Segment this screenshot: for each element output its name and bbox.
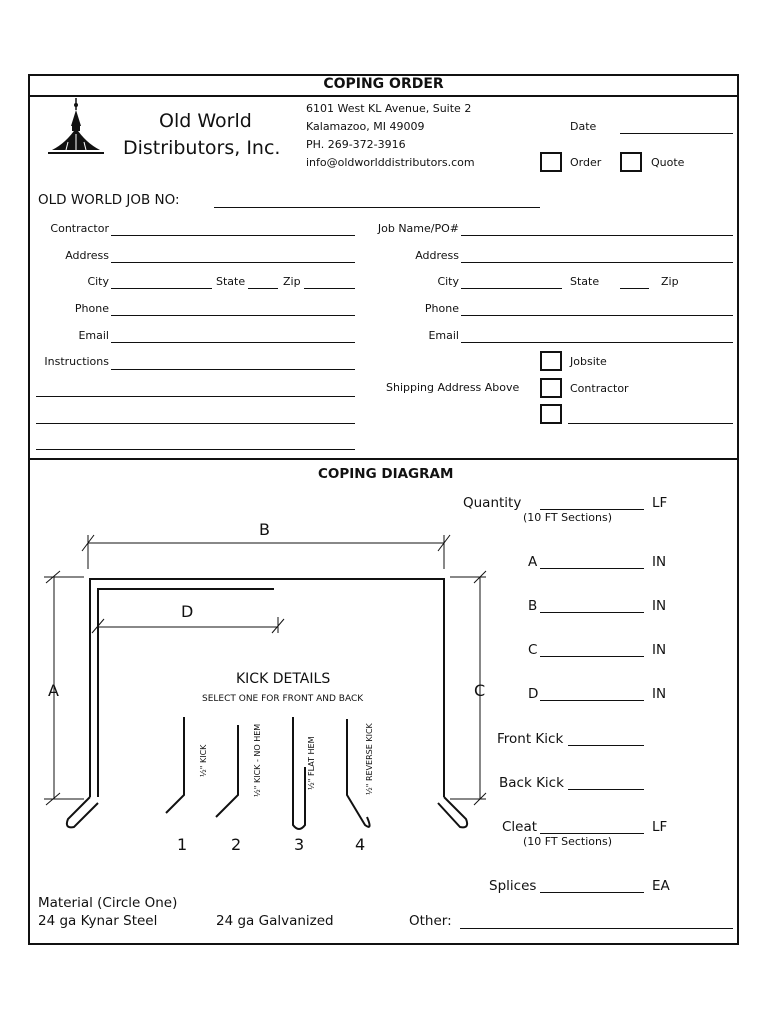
date-label: Date: [570, 120, 597, 133]
a-label: A: [528, 554, 538, 570]
city-field[interactable]: [111, 288, 212, 289]
zip-field[interactable]: [304, 288, 355, 289]
kick-number-1: 1: [177, 835, 188, 854]
shipping-label: Shipping Address Above: [386, 381, 520, 394]
city-label: City: [87, 275, 109, 288]
ship-address-label: Address: [415, 249, 459, 262]
job-name-label: Job Name/PO#: [377, 222, 459, 235]
email-field[interactable]: [111, 342, 355, 343]
kick2-label: ½" KICK - NO HEM: [253, 723, 262, 797]
contractor-checkbox[interactable]: [540, 378, 562, 398]
job-name-field[interactable]: [461, 235, 733, 236]
ship-city-field[interactable]: [461, 288, 562, 289]
cleat-note: (10 FT Sections): [523, 835, 613, 848]
kick-details-subtitle: SELECT ONE FOR FRONT AND BACK: [202, 694, 364, 704]
material-other-label: Other:: [409, 913, 452, 929]
a-field[interactable]: [540, 568, 644, 569]
quantity-field[interactable]: [540, 509, 644, 510]
company-phone: PH. 269-372-3916: [306, 138, 406, 151]
instructions-line-3[interactable]: [36, 423, 355, 424]
ship-phone-label: Phone: [424, 302, 459, 315]
cleat-field[interactable]: [540, 833, 644, 834]
cleat-unit: LF: [652, 819, 668, 835]
job-no-field[interactable]: [214, 207, 540, 208]
ship-state-field[interactable]: [620, 288, 649, 289]
email-label: Email: [78, 329, 109, 342]
label-a: A: [48, 681, 59, 700]
instructions-line-4[interactable]: [36, 449, 355, 450]
splices-unit: EA: [652, 878, 670, 894]
c-unit: IN: [652, 642, 667, 658]
state-field[interactable]: [248, 288, 278, 289]
form-title: COPING ORDER: [323, 76, 444, 92]
other-ship-field[interactable]: [568, 423, 733, 424]
quote-checkbox[interactable]: [620, 152, 642, 172]
address-field[interactable]: [111, 262, 355, 263]
b-label: B: [528, 598, 538, 614]
c-label: C: [528, 642, 538, 658]
splices-label: Splices: [489, 878, 537, 894]
order-label: Order: [570, 156, 602, 169]
other-ship-checkbox[interactable]: [540, 404, 562, 424]
logo-icon: [46, 98, 106, 156]
company-name-line1: Old World: [159, 110, 252, 132]
front-kick-field[interactable]: [568, 745, 644, 746]
d-label: D: [528, 686, 539, 702]
jobsite-checkbox[interactable]: [540, 351, 562, 371]
kick4-label: ½" REVERSE KICK: [365, 723, 374, 795]
ship-address-field[interactable]: [461, 262, 733, 263]
date-field[interactable]: [620, 133, 733, 134]
zip-label: Zip: [283, 275, 301, 288]
material-kynar[interactable]: 24 ga Kynar Steel: [38, 913, 158, 929]
company-address1: 6101 West KL Avenue, Suite 2: [306, 102, 472, 115]
material-galvanized[interactable]: 24 ga Galvanized: [216, 913, 334, 929]
back-kick-field[interactable]: [568, 789, 644, 790]
kick1-label: ½" KICK: [199, 744, 208, 777]
contractor-ship-label: Contractor: [570, 382, 629, 395]
d-field[interactable]: [540, 700, 644, 701]
coping-diagram: [30, 505, 490, 865]
kick-number-4: 4: [355, 835, 366, 854]
cleat-label: Cleat: [502, 819, 538, 835]
material-label: Material (Circle One): [38, 895, 178, 911]
b-field[interactable]: [540, 612, 644, 613]
quote-label: Quote: [651, 156, 685, 169]
kick3-label: ½" FLAT HEM: [307, 736, 316, 790]
d-unit: IN: [652, 686, 667, 702]
front-kick-label: Front Kick: [497, 731, 564, 747]
quantity-note: (10 FT Sections): [523, 511, 613, 524]
kick-details-title: KICK DETAILS: [236, 671, 331, 687]
ship-state-label: State: [570, 275, 600, 288]
contractor-label: Contractor: [50, 222, 109, 235]
label-b: B: [259, 520, 270, 539]
back-kick-label: Back Kick: [499, 775, 564, 791]
splices-field[interactable]: [540, 892, 644, 893]
address-label: Address: [65, 249, 109, 262]
company-address2: Kalamazoo, MI 49009: [306, 120, 425, 133]
ship-phone-field[interactable]: [461, 315, 733, 316]
phone-label: Phone: [74, 302, 109, 315]
state-label: State: [216, 275, 246, 288]
diagram-title: COPING DIAGRAM: [318, 466, 454, 482]
order-checkbox[interactable]: [540, 152, 562, 172]
job-no-label: OLD WORLD JOB NO:: [38, 192, 180, 208]
instructions-line-2[interactable]: [36, 396, 355, 397]
contractor-field[interactable]: [111, 235, 355, 236]
label-c: C: [474, 681, 486, 700]
phone-field[interactable]: [111, 315, 355, 316]
instructions-label: Instructions: [44, 355, 109, 368]
c-field[interactable]: [540, 656, 644, 657]
quantity-label: Quantity: [463, 495, 522, 511]
quantity-unit: LF: [652, 495, 668, 511]
kick-number-2: 2: [231, 835, 242, 854]
ship-email-field[interactable]: [461, 342, 733, 343]
b-unit: IN: [652, 598, 667, 614]
jobsite-label: Jobsite: [570, 355, 607, 368]
kick-number-3: 3: [294, 835, 305, 854]
ship-email-label: Email: [428, 329, 459, 342]
instructions-field[interactable]: [111, 369, 355, 370]
a-unit: IN: [652, 554, 667, 570]
label-d: D: [181, 602, 194, 621]
company-email: info@oldworlddistributors.com: [306, 156, 475, 169]
title-divider: [28, 95, 739, 97]
material-other-field[interactable]: [460, 928, 733, 929]
ship-zip-label: Zip: [661, 275, 679, 288]
ship-city-label: City: [437, 275, 459, 288]
section-divider: [28, 458, 739, 460]
company-name-line2: Distributors, Inc.: [123, 137, 281, 159]
